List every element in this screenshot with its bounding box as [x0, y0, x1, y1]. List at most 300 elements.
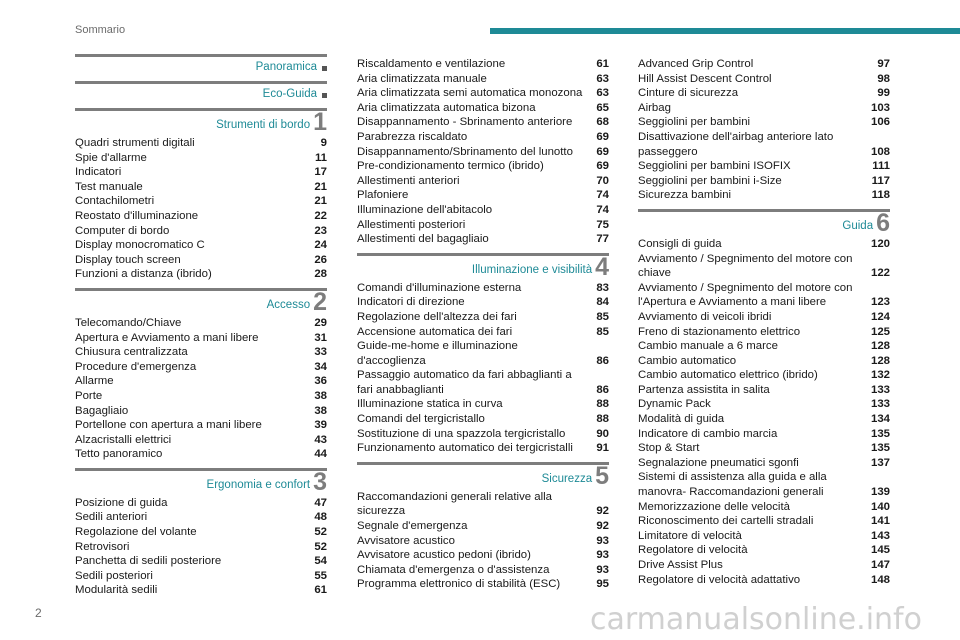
entry-page-number: 148: [870, 573, 890, 586]
toc-entry[interactable]: [638, 573, 890, 588]
toc-entry[interactable]: [357, 534, 609, 549]
entry-page-number: 120: [870, 237, 890, 250]
entry-page-number: 28: [314, 268, 327, 281]
entry-page-number: 93: [596, 563, 609, 576]
entry-page-number: 77: [596, 233, 609, 246]
toc-entry[interactable]: [357, 310, 609, 325]
entry-label: Computer di bordo: [75, 224, 170, 237]
toc-section: [357, 462, 609, 592]
toc-entry[interactable]: [638, 441, 890, 456]
toc-entry[interactable]: [75, 496, 327, 511]
toc-entry[interactable]: [638, 237, 890, 252]
entry-page-number: 55: [314, 569, 327, 582]
watermark: carmanualsonline.info: [590, 602, 922, 637]
entry-label: Consigli di guida: [638, 237, 722, 250]
entry-label: Panchetta di sedili posteriore: [75, 555, 222, 568]
entry-label: Allestimenti anteriori: [357, 174, 460, 187]
entry-label: Avvisatore acustico: [357, 534, 455, 547]
entry-label: Seggiolini per bambini: [638, 116, 751, 129]
entry-label: Riconoscimento dei cartelli stradali: [638, 515, 814, 528]
entry-page-number: 86: [596, 383, 609, 396]
entry-page-number: 69: [596, 160, 609, 173]
section-number: 2: [313, 287, 327, 316]
square-bullet-icon: [322, 93, 327, 98]
entry-label: Avviamento di veicoli ibridi: [638, 310, 772, 323]
entry-list: [357, 278, 609, 456]
entry-label: Raccomandazioni generali relative alla sicurezza: [357, 490, 553, 518]
header-title: Sommario: [75, 24, 126, 36]
toc-entry[interactable]: [638, 412, 890, 427]
toc-entry[interactable]: [75, 194, 327, 209]
entry-page-number: 88: [596, 413, 609, 426]
toc-entry[interactable]: [75, 525, 327, 540]
entry-label: Sedili anteriori: [75, 511, 148, 524]
entry-page-number: 29: [314, 316, 327, 329]
entry-label: Seggiolini per bambini ISOFIX: [638, 160, 791, 173]
section-header: [75, 54, 327, 75]
toc-entry[interactable]: [75, 224, 327, 239]
toc-entry[interactable]: [638, 383, 890, 398]
entry-page-number: 85: [596, 310, 609, 323]
section-title[interactable]: Ergonomia e confort: [206, 478, 311, 491]
toc-entry[interactable]: [357, 427, 609, 442]
toc-section: [357, 54, 609, 247]
toc-section: [638, 209, 890, 587]
header-accent-bar: [490, 28, 960, 34]
entry-label: Drive Assist Plus: [638, 559, 723, 571]
square-bullet-icon: [322, 66, 327, 71]
toc-entry[interactable]: [75, 165, 327, 180]
toc-entry[interactable]: [357, 548, 609, 563]
entry-page-number: 108: [870, 145, 890, 158]
toc-entry[interactable]: [357, 563, 609, 578]
toc-entry[interactable]: [75, 374, 327, 389]
toc-entry[interactable]: [75, 238, 327, 253]
entry-page-number: 84: [596, 296, 609, 309]
toc-entry[interactable]: [357, 203, 609, 218]
entry-label: Stop & Start: [638, 442, 700, 455]
entry-label: Partenza assistita in salita: [638, 383, 770, 396]
entry-label: Limitatore di velocità: [638, 529, 742, 542]
entry-page-number: 98: [877, 72, 890, 85]
entry-label: Disappannamento - Sbrinamento anteriore: [357, 116, 573, 129]
entry-list: [638, 234, 890, 587]
entry-page-number: 92: [596, 505, 609, 518]
toc-entry[interactable]: [357, 368, 609, 397]
entry-label: Segnalazione pneumatici sgonfi: [638, 456, 799, 469]
toc-entry[interactable]: [75, 510, 327, 525]
entry-list: [357, 487, 609, 592]
entry-label: Display monocromatico C: [75, 239, 205, 252]
entry-label: Posizione di guida: [75, 496, 168, 509]
toc-entry[interactable]: [357, 174, 609, 189]
entry-label: Quadri strumenti digitali: [75, 137, 195, 149]
entry-label: Disappannamento/Sbrinamento del lunotto: [357, 145, 573, 158]
toc-entry[interactable]: [357, 325, 609, 340]
entry-label: Regolatore di velocità adattativo: [638, 573, 801, 586]
entry-page-number: 128: [870, 354, 890, 367]
entry-label: Guide-me-home e illuminazione d'accoglienza: [357, 340, 518, 367]
entry-label: Bagagliaio: [75, 404, 129, 417]
entry-list: [75, 313, 327, 462]
entry-label: Aria climatizzata automatica bizona: [357, 101, 536, 114]
entry-label: Allestimenti posteriori: [357, 218, 466, 231]
entry-page-number: 90: [596, 427, 609, 440]
toc-entry[interactable]: [357, 339, 609, 368]
entry-page-number: 133: [870, 383, 890, 396]
toc-entry[interactable]: [357, 397, 609, 412]
entry-page-number: 92: [596, 520, 609, 533]
entry-label: Spie d'allarme: [75, 151, 147, 164]
toc-entry[interactable]: [638, 174, 890, 189]
entry-page-number: 69: [596, 145, 609, 158]
entry-page-number: 125: [870, 325, 890, 338]
toc-column-1: [75, 54, 327, 604]
toc-entry[interactable]: [75, 433, 327, 448]
toc-entry[interactable]: [357, 412, 609, 427]
entry-label: Accensione automatica dei fari: [357, 325, 513, 338]
toc-entry[interactable]: [638, 500, 890, 515]
entry-page-number: 9: [320, 137, 327, 149]
entry-page-number: 39: [314, 419, 327, 432]
toc-entry[interactable]: [75, 345, 327, 360]
section-header: [357, 252, 609, 281]
entry-page-number: 36: [314, 375, 327, 388]
entry-label: Indicatori: [75, 166, 122, 179]
section-title[interactable]: Eco-Guida: [262, 88, 317, 100]
section-number: 4: [595, 252, 609, 281]
toc-entry[interactable]: [357, 281, 609, 296]
entry-label: Retrovisori: [75, 540, 130, 553]
toc-entry[interactable]: [357, 86, 609, 101]
section-header: [75, 287, 327, 316]
entry-page-number: 74: [596, 189, 609, 202]
entry-page-number: 137: [870, 456, 890, 469]
entry-page-number: 140: [870, 500, 890, 513]
entry-page-number: 22: [314, 209, 327, 222]
toc-entry[interactable]: [357, 441, 609, 456]
section-number: 5: [595, 461, 609, 490]
toc-entry[interactable]: [357, 295, 609, 310]
entry-label: Illuminazione statica in curva: [357, 398, 503, 411]
entry-page-number: 86: [596, 354, 609, 367]
entry-page-number: 38: [314, 389, 327, 402]
toc-entry[interactable]: [75, 253, 327, 268]
entry-label: Telecomando/Chiave: [75, 316, 182, 329]
entry-page-number: 141: [870, 515, 890, 528]
entry-page-number: 143: [870, 529, 890, 542]
toc-section: [75, 54, 327, 75]
section-title[interactable]: Sicurezza: [541, 472, 593, 485]
entry-page-number: 135: [870, 427, 890, 440]
entry-page-number: 24: [314, 239, 327, 252]
entry-page-number: 111: [872, 160, 890, 173]
page-number: 2: [35, 606, 42, 620]
entry-page-number: 63: [596, 72, 609, 85]
entry-label: Airbag: [638, 101, 671, 114]
entry-page-number: 93: [596, 549, 609, 562]
entry-list: [75, 493, 327, 598]
entry-label: Dynamic Pack: [638, 398, 711, 411]
entry-label: Contachilometri: [75, 195, 155, 208]
entry-label: Avvisatore acustico pedoni (ibrido): [357, 549, 531, 562]
toc-entry[interactable]: [75, 331, 327, 346]
toc-entry[interactable]: [638, 529, 890, 544]
toc-entry[interactable]: [357, 218, 609, 233]
section-title[interactable]: Guida: [842, 219, 874, 232]
entry-label: Allarme: [75, 375, 114, 388]
entry-label: Cinture di sicurezza: [638, 87, 739, 100]
entry-list: [357, 54, 609, 247]
entry-page-number: 52: [314, 526, 327, 539]
entry-page-number: 23: [314, 224, 327, 237]
toc-entry[interactable]: [638, 325, 890, 340]
toc-entry[interactable]: [638, 188, 890, 203]
entry-label: Reostato d'illuminazione: [75, 209, 199, 222]
entry-page-number: 106: [870, 116, 890, 129]
toc-entry[interactable]: [638, 86, 890, 101]
toc-section: [75, 108, 327, 282]
toc-entry[interactable]: [638, 101, 890, 116]
toc-entry[interactable]: [638, 115, 890, 130]
entry-label: Aria climatizzata semi automatica monozona: [357, 87, 583, 100]
entry-page-number: 68: [596, 116, 609, 129]
entry-page-number: 43: [314, 433, 327, 446]
entry-page-number: 61: [314, 584, 327, 597]
entry-label: Memorizzazione delle velocità: [638, 500, 790, 513]
toc-entry[interactable]: [75, 209, 327, 224]
toc-entry[interactable]: [357, 115, 609, 130]
entry-page-number: 63: [596, 87, 609, 100]
toc-entry[interactable]: [75, 136, 327, 151]
entry-list: [75, 133, 327, 282]
section-title[interactable]: Strumenti di bordo: [216, 119, 311, 131]
entry-label: Test manuale: [75, 180, 143, 193]
entry-page-number: 26: [314, 253, 327, 266]
toc-entry[interactable]: [75, 540, 327, 555]
entry-label: Parabrezza riscaldato: [357, 130, 468, 143]
entry-page-number: 31: [314, 331, 327, 344]
toc-entry[interactable]: [75, 151, 327, 166]
entry-label: Sistemi di assistenza alla guida e alla manovra- Raccomandazioni generali: [638, 471, 827, 499]
entry-page-number: 123: [870, 296, 890, 309]
entry-label: Avviamento / Spegnimento del motore con chiave: [638, 252, 853, 280]
entry-label: Advanced Grip Control: [638, 58, 754, 70]
entry-label: Sicurezza bambini: [638, 189, 732, 202]
toc-entry[interactable]: [357, 101, 609, 116]
toc-entry[interactable]: [75, 404, 327, 419]
entry-label: Sostituzione di una spazzola tergicristallo: [357, 427, 566, 440]
entry-label: Illuminazione dell'abitacolo: [357, 203, 493, 216]
entry-page-number: 65: [596, 101, 609, 114]
toc-section: [75, 81, 327, 102]
entry-page-number: 147: [870, 559, 890, 571]
section-number: 1: [313, 108, 327, 136]
entry-page-number: 88: [596, 398, 609, 411]
entry-page-number: 83: [596, 281, 609, 294]
entry-label: Disattivazione dell'airbag anteriore lato passeggero: [638, 130, 834, 158]
entry-label: Modalità di guida: [638, 413, 725, 426]
entry-label: Cambio manuale a 6 marce: [638, 340, 778, 353]
toc-entry[interactable]: [638, 514, 890, 529]
entry-label: Hill Assist Descent Control: [638, 72, 772, 85]
entry-list: [638, 54, 890, 203]
entry-label: Cambio automatico: [638, 354, 737, 367]
entry-label: Alzacristalli elettrici: [75, 433, 172, 446]
toc-entry[interactable]: [75, 554, 327, 569]
toc-entry[interactable]: [357, 490, 609, 519]
section-title[interactable]: Illuminazione e visibilità: [471, 263, 593, 276]
entry-label: Passaggio automatico da fari abbaglianti a fari anabbaglianti: [357, 369, 572, 396]
toc-entry[interactable]: [75, 418, 327, 433]
entry-page-number: 61: [596, 58, 609, 70]
entry-page-number: 139: [870, 486, 890, 499]
toc-entry[interactable]: [638, 470, 890, 499]
toc-entry[interactable]: [638, 397, 890, 412]
entry-label: Funzionamento automatico dei tergicristalli: [357, 442, 573, 455]
toc-entry[interactable]: [75, 267, 327, 282]
toc-entry[interactable]: [357, 57, 609, 72]
entry-page-number: 118: [871, 189, 890, 202]
toc-entry[interactable]: [75, 180, 327, 195]
toc-entry[interactable]: [638, 57, 890, 72]
toc-entry[interactable]: [357, 145, 609, 160]
section-header: [638, 208, 890, 237]
toc-entry[interactable]: [75, 447, 327, 462]
entry-page-number: 99: [877, 87, 890, 100]
entry-label: Cambio automatico elettrico (ibrido): [638, 369, 818, 382]
toc-entry[interactable]: [638, 456, 890, 471]
entry-label: Riscaldamento e ventilazione: [357, 58, 506, 70]
toc-entry[interactable]: [638, 427, 890, 442]
entry-label: Chiamata d'emergenza o d'assistenza: [357, 563, 550, 576]
entry-page-number: 44: [314, 448, 327, 461]
toc-entry[interactable]: [75, 583, 327, 598]
entry-page-number: 11: [314, 151, 327, 164]
toc-section: [75, 288, 327, 462]
toc-entry[interactable]: [638, 72, 890, 87]
entry-page-number: 74: [596, 203, 609, 216]
entry-page-number: 70: [596, 174, 609, 187]
section-header: [75, 108, 327, 136]
toc-entry[interactable]: [357, 232, 609, 247]
toc-entry[interactable]: [638, 310, 890, 325]
entry-page-number: 145: [870, 544, 890, 557]
entry-label: Apertura e Avviamento a mani libere: [75, 331, 259, 344]
section-header: [75, 467, 327, 496]
entry-label: Aria climatizzata manuale: [357, 72, 487, 85]
toc-entry[interactable]: [638, 281, 890, 310]
toc-entry[interactable]: [75, 569, 327, 584]
entry-label: Indicatori di direzione: [357, 296, 465, 309]
section-title[interactable]: Panoramica: [255, 61, 317, 73]
toc-entry[interactable]: [638, 159, 890, 174]
section-title[interactable]: Accesso: [266, 298, 311, 311]
entry-label: Display touch screen: [75, 253, 181, 266]
toc-column-3: [638, 54, 890, 593]
toc-entry[interactable]: [75, 389, 327, 404]
entry-page-number: 69: [596, 130, 609, 143]
entry-label: Funzioni a distanza (ibrido): [75, 268, 212, 281]
toc-entry[interactable]: [638, 339, 890, 354]
toc-section: [638, 54, 890, 203]
toc-entry[interactable]: [638, 354, 890, 369]
entry-page-number: 48: [314, 511, 327, 524]
toc-section: [75, 468, 327, 598]
toc-entry[interactable]: [357, 188, 609, 203]
entry-label: Tetto panoramico: [75, 448, 163, 461]
entry-label: Programma elettronico di stabilità (ESC): [357, 578, 561, 591]
section-number: 3: [313, 467, 327, 496]
entry-page-number: 54: [314, 555, 327, 568]
section-header: [75, 81, 327, 102]
entry-label: Segnale d'emergenza: [357, 520, 468, 533]
toc-entry[interactable]: [638, 130, 890, 159]
entry-label: Regolazione dell'altezza dei fari: [357, 310, 517, 323]
entry-page-number: 128: [870, 340, 890, 353]
toc-entry[interactable]: [357, 72, 609, 87]
toc-entry[interactable]: [357, 159, 609, 174]
entry-page-number: 95: [596, 578, 609, 591]
entry-page-number: 38: [314, 404, 327, 417]
entry-label: Procedure d'emergenza: [75, 360, 197, 373]
entry-label: Comandi d'illuminazione esterna: [357, 281, 522, 294]
toc-entry[interactable]: [75, 360, 327, 375]
entry-label: Modularità sedili: [75, 584, 158, 597]
entry-label: Sedili posteriori: [75, 569, 153, 582]
entry-page-number: 91: [596, 442, 609, 455]
toc-entry[interactable]: [638, 558, 890, 573]
entry-label: Comandi del tergicristallo: [357, 413, 485, 426]
entry-label: Allestimenti del bagagliaio: [357, 233, 489, 246]
entry-page-number: 21: [314, 195, 327, 208]
entry-label: Seggiolini per bambini i-Size: [638, 174, 782, 187]
entry-page-number: 124: [870, 310, 890, 323]
entry-page-number: 133: [870, 398, 890, 411]
entry-label: Avviamento / Spegnimento del motore con l'Apertura e Avviamento a mani libere: [638, 281, 853, 309]
toc-entry[interactable]: [75, 316, 327, 331]
entry-page-number: 17: [314, 166, 327, 179]
entry-label: Plafoniere: [357, 189, 409, 202]
entry-page-number: 52: [314, 540, 327, 553]
entry-page-number: 134: [870, 413, 890, 426]
toc-entry[interactable]: [638, 252, 890, 281]
entry-label: Portellone con apertura a mani libere: [75, 419, 262, 432]
toc-entry[interactable]: [357, 130, 609, 145]
entry-page-number: 75: [596, 218, 609, 231]
entry-page-number: 34: [314, 360, 327, 373]
entry-page-number: 93: [596, 534, 609, 547]
toc-column-2: [357, 54, 609, 598]
section-header: [357, 461, 609, 490]
toc-section: [357, 253, 609, 456]
entry-page-number: 47: [314, 496, 327, 509]
toc-entry[interactable]: [357, 577, 609, 592]
entry-label: Chiusura centralizzata: [75, 346, 188, 359]
section-number: 6: [876, 208, 890, 237]
entry-page-number: 103: [870, 101, 890, 114]
entry-page-number: 33: [314, 346, 327, 359]
entry-page-number: 97: [877, 58, 890, 70]
toc-entry[interactable]: [638, 368, 890, 383]
toc-entry[interactable]: [357, 519, 609, 534]
entry-page-number: 21: [314, 180, 327, 193]
entry-label: Indicatore di cambio marcia: [638, 427, 778, 440]
entry-page-number: 122: [870, 267, 890, 280]
entry-label: Porte: [75, 389, 103, 402]
toc-entry[interactable]: [638, 543, 890, 558]
entry-label: Freno di stazionamento elettrico: [638, 325, 801, 338]
